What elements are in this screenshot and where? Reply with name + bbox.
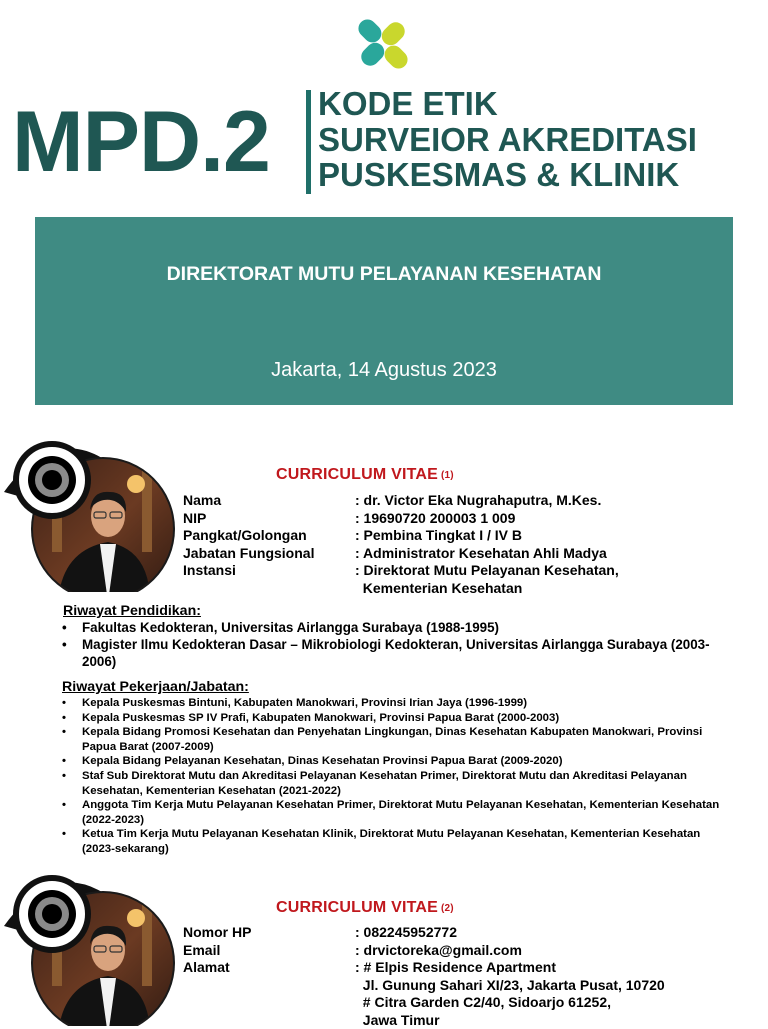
field-label: Email [183,942,355,960]
field-value: # Citra Garden C2/40, Sidoarjo 61252, [355,994,753,1012]
title-line-2: SURVEIOR AKREDITASI [318,122,697,158]
field-alamat-cont [183,1012,753,1029]
field-value: : Pembina Tingkat I / IV B [355,527,743,545]
education-list [60,620,710,670]
document-title [318,86,697,193]
list-item: • Fakultas Kedokteran, Universitas Airlangga Surabaya (1988-1995) [60,620,710,637]
field-label [183,977,355,995]
field-email [183,942,753,960]
field-label [183,580,355,598]
cv-1-title: CURRICULUM VITAE [276,466,438,483]
field-value: Jl. Gunung Sahari XI/23, Jakarta Pusat, 10720 [355,977,753,995]
field-instansi [183,562,743,580]
cv-1-heading [276,466,454,484]
field-label: Nama [183,492,355,510]
education-heading: Riwayat Pendidikan: [63,603,201,619]
field-label: Nomor HP [183,924,355,942]
field-label: Instansi [183,562,355,580]
title-divider [306,90,311,194]
cv-1-number: (1) [441,470,454,481]
field-value: : drvictoreka@gmail.com [355,942,753,960]
field-jabatan [183,545,743,563]
cv-1-identity [183,492,743,597]
cv-2-number: (2) [441,903,454,914]
field-alamat [183,959,753,977]
field-label [183,994,355,1012]
cv-2-title: CURRICULUM VITAE [276,899,438,916]
field-instansi-cont [183,580,743,598]
kemenkes-logo-icon [352,12,414,76]
field-label: Alamat [183,959,355,977]
eye-photo-graphic [0,866,180,1026]
field-pangkat [183,527,743,545]
field-alamat-cont [183,994,753,1012]
list-item: • Kepala Puskesmas Bintuni, Kabupaten Manokwari, Provinsi Irian Jaya (1996-1999) [60,696,720,711]
eye-photo-graphic [0,432,180,592]
field-value: : # Elpis Residence Apartment [355,959,753,977]
field-nip [183,510,743,528]
directorate-name: DIREKTORAT MUTU PELAYANAN KESEHATAN [35,263,733,286]
field-label: NIP [183,510,355,528]
list-item: • Kepala Bidang Promosi Kesehatan dan Penyehatan Lingkungan, Dinas Kesehatan Kabupaten Manokwari, Provinsi Papua Barat (2007-2009) [60,725,720,754]
field-nama [183,492,743,510]
list-item: • Ketua Tim Kerja Mutu Pelayanan Kesehatan Klinik, Direktorat Mutu Pelayanan Kesehatan, Kementerian Kesehatan (2023-sekarang) [60,827,720,856]
list-item: • Staf Sub Direktorat Mutu dan Akreditasi Pelayanan Kesehatan Primer, Direktorat Mutu dan Akreditasi Pelayanan Kesehatan, Kementerian Kesehatan (2021-2022) [60,769,720,798]
field-value: : 082245952772 [355,924,753,942]
list-item: • Anggota Tim Kerja Mutu Pelayanan Kesehatan Primer, Direktorat Mutu Pelayanan Kesehatan, Kementerian Kesehatan (2022-2023) [60,798,720,827]
field-value: Kementerian Kesehatan [355,580,743,598]
date-location: Jakarta, 14 Agustus 2023 [35,359,733,382]
title-line-1: KODE ETIK [318,86,697,122]
field-value: Jawa Timur [355,1012,753,1029]
field-value: : 19690720 200003 1 009 [355,510,743,528]
field-hp [183,924,753,942]
field-label: Jabatan Fungsional [183,545,355,563]
list-item: • Kepala Puskesmas SP IV Prafi, Kabupaten Manokwari, Provinsi Papua Barat (2000-2003) [60,711,720,726]
title-line-3: PUSKESMAS & KLINIK [318,157,697,193]
field-value: : Direktorat Mutu Pelayanan Kesehatan, [355,562,743,580]
list-item: • Magister Ilmu Kedokteran Dasar – Mikrobiologi Kedokteran, Universitas Airlangga Surabaya (2003-2006) [60,637,710,671]
cv-2-contact [183,924,753,1029]
field-value: : Administrator Kesehatan Ahli Madya [355,545,743,563]
field-label: Pangkat/Golongan [183,527,355,545]
cv-2-heading [276,899,454,917]
work-heading: Riwayat Pekerjaan/Jabatan: [62,679,249,695]
work-list [60,696,720,857]
banner [35,217,733,405]
field-alamat-cont [183,977,753,995]
field-value: : dr. Victor Eka Nugrahaputra, M.Kes. [355,492,743,510]
field-label [183,1012,355,1029]
list-item: • Kepala Bidang Pelayanan Kesehatan, Dinas Kesehatan Provinsi Papua Barat (2009-2020) [60,754,720,769]
module-code: MPD.2 [12,92,270,192]
